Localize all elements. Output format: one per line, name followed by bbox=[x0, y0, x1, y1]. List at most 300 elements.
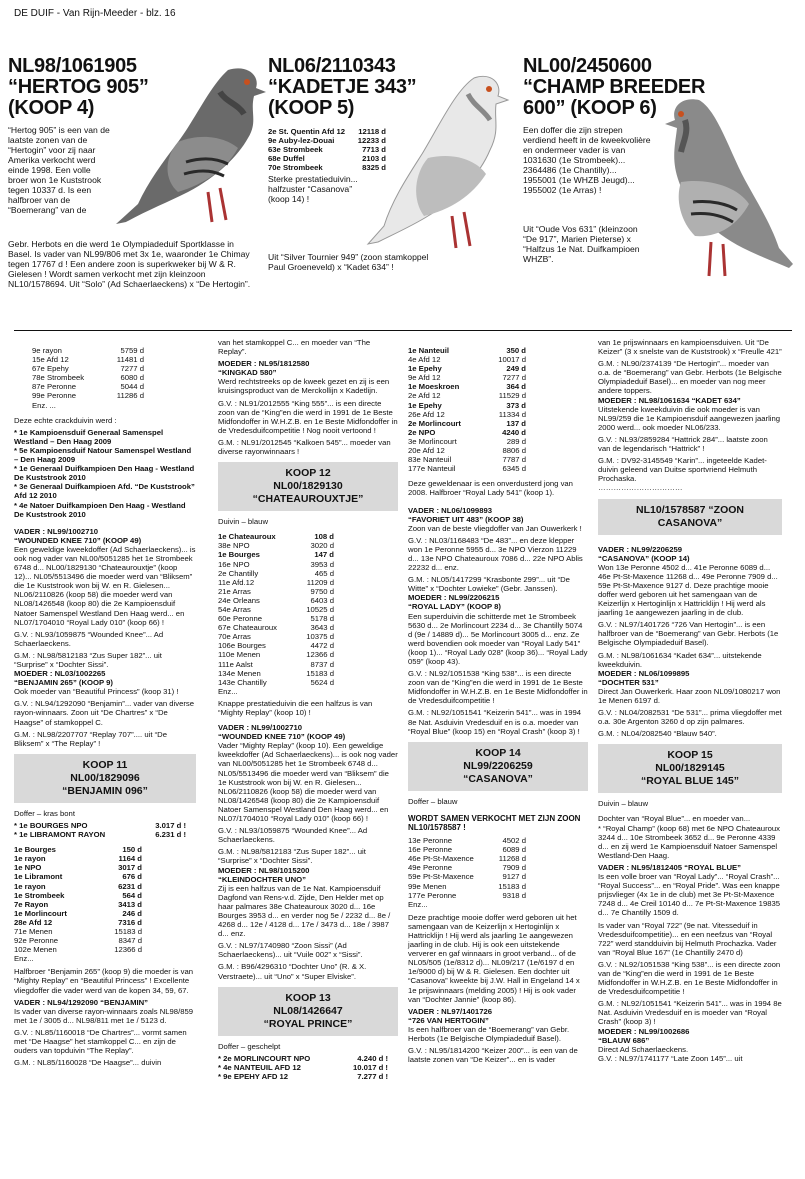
result-race: 83e Nanteuil bbox=[408, 455, 452, 465]
result-row bbox=[408, 410, 526, 419]
result-row bbox=[32, 401, 144, 410]
color-label: Duivin – blauw bbox=[598, 799, 648, 809]
moeder-heading: MOEDER : NL98/1061634 “KADET 634” bbox=[598, 395, 741, 405]
result-row bbox=[408, 854, 526, 863]
result-count: 11529 d bbox=[498, 391, 526, 401]
moeder-heading: MOEDER : NL99/2206215 bbox=[408, 593, 500, 603]
result-race: 49e Peronne bbox=[408, 863, 453, 873]
lot-4 bbox=[8, 56, 270, 324]
result-race: 9e Afd 12 bbox=[408, 373, 441, 383]
text: G.M. : NL04/2082540 “Blauw 540”. bbox=[598, 729, 717, 739]
lot-4-intro: “Hertog 905” is een van de laatste zonen van de “Hertogin” voor zij naar Amerika verkocht werd einde 1998. Een volle broer won 1e Kuststrook tegen 10337 d. Is een halfbroer van de “Boemerang” van de bbox=[8, 125, 110, 215]
result-row bbox=[14, 863, 142, 872]
vader-heading: VADER : NL97/1401726 bbox=[408, 1006, 493, 1016]
result-count: 7316 d bbox=[118, 917, 142, 927]
result-count: 108 d bbox=[314, 532, 334, 542]
koop-12-results bbox=[218, 532, 334, 696]
text: G.V. : NL85/1160018 “De Chartres”... vormt samen met “De Haagse” het stamkoppel C... en zijn de ouders van topduivin “The Replay”. bbox=[14, 1027, 187, 1056]
text: G.M. : NL85/1160028 “De Haagse”... duivin bbox=[14, 1058, 162, 1068]
page-header: DE DUIF - Van Rijn-Meeder - blz. 16 bbox=[14, 8, 176, 19]
color-label: Duivin – blauw bbox=[218, 517, 268, 527]
result-count: 9127 d bbox=[502, 872, 526, 882]
result-race: 16e NPO bbox=[218, 559, 250, 569]
result-row bbox=[218, 587, 334, 596]
result-row bbox=[218, 541, 334, 550]
result-race: 68e Duffel bbox=[268, 154, 305, 164]
vader-heading: VADER : NL99/1002710 bbox=[14, 526, 99, 536]
vader-name: “FAVORIET UIT 483” (KOOP 38) bbox=[408, 514, 524, 524]
vader-heading: VADER : NL99/2206259 bbox=[598, 544, 683, 554]
pigeon-photo-hertog-905 bbox=[108, 52, 273, 242]
result-count: 364 d bbox=[506, 382, 526, 392]
result-count: 246 d bbox=[122, 908, 142, 918]
result-race: 99e Peronne bbox=[32, 391, 77, 401]
result-count: 150 d bbox=[122, 845, 142, 855]
result-race: 70e Strombeek bbox=[268, 163, 323, 173]
honor-item: * 4e Natoer Duifkampioen Den Haag - Westland De Kuststrook 2010 bbox=[14, 500, 186, 519]
result-race: 1e NPO bbox=[14, 863, 42, 873]
koop-11-results bbox=[14, 845, 142, 963]
text: G.M. : NL91/2012545 “Kalkoen 545”... moeder van diverse rayonwinnaars ! bbox=[218, 437, 391, 457]
result-race: 67e Epehy bbox=[32, 364, 69, 374]
result-row bbox=[14, 821, 186, 830]
text: Is een volle broer van “Royal Lady”... “Royal Crash”... “Royal Success”... en “Royal Pride”. Was een knappe prijsvlieger (4x 1e in de club) met 3e Pt-St-Maxence 7248 d... 4e Creil 10140 d... 7e Pt-St-Maxence 19835 d... 7e Chantilly 1509 d. bbox=[598, 872, 781, 918]
result-count: 6089 d bbox=[502, 845, 526, 855]
zoon-casanova-header: NL10/1578587 “ZOON CASANOVA” bbox=[598, 499, 782, 535]
result-race: 78e Strombeek bbox=[32, 373, 85, 383]
result-row bbox=[32, 346, 144, 355]
text: Deze prachtige mooie doffer werd geboren uit het samengaan van de Keizerlijn x Hertoginlijn x Hattricklijn ! Hij werd als jaarling 1e aangewezen jaarling in de club. Hij is ook een uitstekende ververer en gaf winnaars in groot verband... of de NL05/505 (1e/8312 d)... NL09/217 (1e/6197 d en 1e/9000 d) bij W & R. Gielesen. Een dochter uit “Casanova” kweekte bij J.W. Hall in Engeland 14 x 1e prijswinnaars (melding 2005) ! Hij is ook vader van “Dochter Jannie” (koop 86). bbox=[408, 912, 580, 1004]
text: G.V. : NL04/2082531 “De 531”... prima vliegdoffer met o.a. 30e Argenton 3260 d op zijn palmares. bbox=[598, 708, 782, 727]
result-race: 1e Epehy bbox=[408, 400, 442, 410]
result-count: 6231 d bbox=[118, 881, 142, 891]
result-row bbox=[218, 632, 334, 641]
text: Zij is een halfzus van de 1e Nat. Kampioensduif Dagfond van Rens-v.d. Zijde, Den Helder met op haar palmares 38e Chateauroux 3020 d... 16e Bourges 3953 d... en verder nog 5e / 2232 d... 8e / 4268 d... 12e / 4128 d... 17e / 3473 d... 18e / 3987 d... enz. bbox=[218, 883, 391, 939]
result-race: 2e NPO bbox=[408, 427, 436, 437]
result-race: 3e Morlincourt bbox=[408, 436, 457, 446]
result-row bbox=[408, 882, 526, 891]
text: G.V. : NL94/1292090 “Benjamin”... vader van diverse rayon-winnaars. Zoon uit “De Chartres” x “De Haagse” of stamkoppel C. bbox=[14, 699, 195, 727]
result-count: 7787 d bbox=[502, 455, 526, 465]
result-count: 7713 d bbox=[362, 145, 386, 155]
result-row bbox=[32, 355, 144, 364]
text: Won 13e Peronne 4502 d... 41e Peronne 6089 d... 46e Pt-St-Maxence 11268 d... 49e Peronne 7909 d... 59e Pt-St-Maxence 9127 d. Deze prachtige mooie doffer werd geboren uit het samengaan van de Keizerlijn x Hertoginlijn x Hattricklijn ! Hij werd als jaarling 1e aangewezen jaarling in de club. bbox=[598, 562, 778, 618]
result-race: Enz... bbox=[218, 686, 238, 696]
moeder-name: “BLAUW 686” bbox=[598, 1035, 650, 1045]
result-race: 9e Auby-lez-Douai bbox=[268, 136, 335, 146]
honor-item: * 3e Generaal Duifkampioen Afd. “De Kuststrook” Afd 12 2010 bbox=[14, 482, 195, 501]
text: Zoon van de beste vliegdoffer van Jan Ouwerkerk ! bbox=[408, 523, 582, 533]
result-race: 2e Morlincourt bbox=[408, 418, 461, 428]
text: G.V. : NL93/2859284 “Hattrick 284”... laatste zoon van de legendarisch “Hattrick” ! bbox=[598, 434, 768, 454]
result-count: 3017 d bbox=[118, 863, 142, 873]
text: G.M. : NL98/2207707 “Replay 707”.... uit “De Bliksem” x “The Replay” ! bbox=[14, 729, 167, 748]
result-row bbox=[408, 836, 526, 845]
text: Een superduivin die schitterde met 1e Strombeek 5630 d... 2e Morlincourt 2234 d... 3e Chantilly 5074 d (9e / 14889 d)... 5e Morlincourt 3005 d... enz. Ze werd bovendien ook moeder van “Royal Lady 541” (koop 1)... “Royal Lady 028” (koop 36)... “Royal Lady 059” (koop 43). bbox=[408, 611, 588, 666]
result-count: 5759 d bbox=[120, 346, 144, 355]
result-race: 134e Menen bbox=[218, 668, 261, 678]
text: G.V. : NL95/1814200 “Keizer 200”... is een van de laatste zonen van “De Keizer”... en is vader bbox=[408, 1046, 578, 1065]
result-count: 12233 d bbox=[357, 136, 386, 146]
result-race: 1e rayon bbox=[14, 854, 46, 864]
result-race: 102e Menen bbox=[14, 945, 57, 955]
lot-6-intro: Een doffer die zijn strepen verdiend heeft in de kweekvolière en ondermeer vader is van 1031630 (1e Strombeek)... 2364486 (1e Chantilly)... 1955001 (1e WHZB Jeugd)... 1955002 (1e Arras) ! bbox=[523, 125, 651, 195]
result-row bbox=[14, 909, 142, 918]
result-race: 1e Bourges bbox=[14, 845, 56, 855]
result-race: Enz. ... bbox=[32, 400, 56, 410]
result-race: 143e Chantilly bbox=[218, 677, 267, 687]
result-count: 9318 d bbox=[502, 890, 526, 900]
result-count bbox=[491, 900, 526, 909]
result-race: 87e Peronne bbox=[32, 382, 77, 392]
text: G.M. : NL98/5812183 “Zus Super 182”... uit “Surprise” x “Dochter Sissi”. bbox=[218, 847, 366, 866]
result-row bbox=[218, 560, 334, 569]
text: G.V. : NL97/1741177 “Late Zoon 145”... uit bbox=[598, 1053, 743, 1063]
lot-5 bbox=[268, 56, 530, 324]
result-count: 12366 d bbox=[306, 650, 334, 660]
result-row bbox=[14, 954, 142, 963]
honor-item: * 5e Kampioensduif Natour Samenspel Westland – Den Haag 2009 bbox=[14, 445, 192, 465]
result-count: 11209 d bbox=[306, 577, 334, 587]
result-count: 373 d bbox=[506, 400, 526, 410]
result-row bbox=[218, 678, 334, 687]
result-row bbox=[218, 660, 334, 669]
result-race: 63e Strombeek bbox=[268, 145, 323, 155]
result-row bbox=[408, 455, 526, 464]
result-count: 5044 d bbox=[120, 382, 144, 392]
result-row bbox=[218, 1072, 388, 1081]
result-count: 5624 d bbox=[310, 677, 334, 687]
lot-5-intro: Sterke prestatieduivin... halfzuster “Casanova” (koop 14) ! bbox=[268, 174, 358, 205]
vader-name: “726 VAN HERTOGIN” bbox=[408, 1015, 489, 1025]
result-race: 38e NPO bbox=[218, 541, 250, 551]
result-count: 12118 d bbox=[358, 127, 386, 136]
result-row bbox=[218, 550, 334, 559]
text: G.V. : NL92/1051538 “King 538”... is een directe zoon van de “King”en die werd in 1991 de 1e Beste Midfondoffer in W.H.Z.B. en 1e Beste Midfondoffer in de Vredesduifcompetitie ! bbox=[408, 669, 588, 706]
result-count: 2103 d bbox=[362, 154, 386, 164]
lot-6 bbox=[523, 56, 795, 324]
result-race: 2e St. Quentin Afd 12 bbox=[268, 127, 346, 136]
result-race: 1e Chateauroux bbox=[218, 532, 276, 542]
result-row bbox=[218, 669, 334, 678]
result-race: 7e Rayon bbox=[14, 899, 49, 909]
result-count: 11334 d bbox=[498, 409, 526, 419]
text: G.M. : NL98/1061634 “Kadet 634”... uitstekende kweekduivin. bbox=[598, 650, 762, 669]
result-race: 15e Afd 12 bbox=[32, 355, 69, 365]
result-count: 10525 d bbox=[306, 604, 334, 614]
result-count: 6345 d bbox=[502, 464, 526, 474]
moeder-name: “DOCHTER 531” bbox=[598, 677, 659, 687]
vader-heading: VADER : NL99/1002710 bbox=[218, 723, 303, 733]
result-race: 70e Arras bbox=[218, 632, 251, 642]
lot-10-results-continued bbox=[32, 346, 144, 410]
result-count: 7277 d bbox=[502, 373, 526, 383]
result-row bbox=[32, 373, 144, 382]
result-row bbox=[408, 437, 526, 446]
result-count: 4502 d bbox=[502, 836, 526, 846]
result-count: 3413 d bbox=[118, 899, 142, 909]
column-1 bbox=[14, 346, 196, 1070]
result-race: 20e Afd 12 bbox=[408, 446, 445, 456]
honor-item: * 1e Generaal Duifkampioen Den Haag - Westland De Kuststrook 2010 bbox=[14, 464, 195, 483]
result-count: 564 d bbox=[122, 890, 142, 900]
result-race: 1e Moeskroen bbox=[408, 382, 460, 392]
result-race: Enz... bbox=[408, 899, 428, 909]
color-label: Doffer – geschelpt bbox=[218, 1041, 281, 1051]
section-divider bbox=[14, 330, 792, 331]
result-row bbox=[408, 355, 526, 364]
moeder-heading: MOEDER : NL06/1099895 bbox=[598, 668, 690, 678]
result-count: 6080 d bbox=[120, 373, 144, 383]
result-race: 1e Morlincourt bbox=[14, 908, 67, 918]
result-count: 8325 d bbox=[362, 163, 386, 173]
text: Is vader van “Royal 722” (9e nat. Vitesseduif in Vredesduifcompetitie)... en een neefzus van “Royal 722” werd standduivin bij Helmuth Prochazka. Vader van “Royal Blue 167” (1e Chantilly 2470 d) bbox=[598, 920, 777, 957]
result-row bbox=[32, 391, 144, 400]
result-race: 11e Afd.12 bbox=[218, 577, 255, 587]
result-count: 6403 d bbox=[310, 595, 334, 605]
result-count: 4472 d bbox=[310, 641, 334, 651]
vader-name: “WOUNDED KNEE 710” (KOOP 49) bbox=[218, 732, 346, 742]
result-race: 106e Bourges bbox=[218, 641, 266, 651]
result-count: 7.277 d ! bbox=[357, 1071, 388, 1081]
text: Uitstekende kweekduivin die ook moeder is van NL99/259 die 1e Kampioensduif aangewezen jaarling 2000 werd... ook moeder NL06/233. bbox=[598, 404, 781, 432]
result-row bbox=[408, 428, 526, 437]
result-count bbox=[98, 954, 142, 963]
text: G.M. : NL90/2374139 “De Hertogin”... moeder van o.a. de “Boemerang” van Gebr. Herbots (1e Belgische Olympiadeduif Basel)... en moeder van nog meer andere toppers. bbox=[598, 359, 782, 396]
result-race: 24e Orleans bbox=[218, 595, 260, 605]
text: Direct Ad Schaerlaeckens. bbox=[598, 1044, 689, 1054]
result-row bbox=[218, 614, 334, 623]
result-race: 71e Menen bbox=[14, 926, 53, 936]
result-race: 16e Peronne bbox=[408, 845, 453, 855]
result-row bbox=[408, 419, 526, 428]
lot-4-intro-2: Gebr. Herbots en die werd 1e Olympiadeduif Sportklasse in Basel. Is vader van NL99/806 met 3x 1e, waaronder 1e Chimay tegen 17767 d ! Een andere zoon is superkweker bij W & R. Gielesen ! Wordt samen verkocht met zijn kleinzoon NL10/1578694. Uit “Solo” (Ad Schaerlaeckens) x “De Hertogin”. bbox=[8, 239, 251, 289]
lot-5-intro-2: Uit “Silver Tournier 949” (zoon stamkoppel Paul Groeneveld) x “Kadet 634” ! bbox=[268, 252, 429, 272]
text: Een geweldige kweekdoffer (Ad Schaerlaeckens)... is ook nog vader van NL00/5051285 het 1e Strombeek 6748 d... NL00/1829130 “Chateaurouxtje” (koop 12)... NL05/5513496 die moeder werd van “Bliksem” die 1e Kuststrook won bij W. en R. Gielesen... NL06/2110826 (koop 58) die moeder werd van NL08/1426548 (koop 80) die 2e Kampioensduif Natoer Samenspel Westland Den Haag werd... en NL07/1704010 “Royal Lady 010” (koop 66) ! bbox=[14, 544, 196, 627]
result-race: 67e Chateauroux bbox=[218, 623, 277, 633]
result-count: 465 d bbox=[314, 568, 334, 578]
result-race: 59e Pt-St-Maxence bbox=[408, 872, 474, 882]
text: G.M. : B96/4296310 “Dochter Uno” (R. & X. Verstraete)... uit “Uno” x “Super Elviske”. bbox=[218, 962, 367, 981]
result-race: 1e rayon bbox=[14, 881, 46, 891]
result-row bbox=[218, 532, 334, 541]
text: Werd rechtstreeks op de kweek gezet en zij is een kruisingsproduct van de Merckollijn x Kadetlijn. bbox=[218, 377, 390, 396]
text: Deze geweldenaar is een onverdusterd jong van 2008. Halfbroer “Royal Lady 541” (koop 1). bbox=[408, 479, 573, 498]
result-count: 10375 d bbox=[306, 632, 334, 642]
pigeon-photo-kadetje-343 bbox=[364, 58, 524, 258]
star-results bbox=[218, 1054, 388, 1081]
result-count bbox=[106, 401, 144, 410]
result-race: 1e Nanteuil bbox=[408, 346, 450, 355]
result-count: 249 d bbox=[506, 364, 526, 374]
koop-14-header: KOOP 14 NL99/2206259 “CASANOVA” bbox=[408, 742, 588, 791]
result-row bbox=[218, 605, 334, 614]
result-count: 10017 d bbox=[498, 355, 526, 365]
result-race: 9e rayon bbox=[32, 346, 62, 355]
result-count: 7277 d bbox=[120, 364, 144, 374]
result-row bbox=[218, 623, 334, 632]
result-count: 147 d bbox=[314, 550, 334, 560]
result-row bbox=[408, 391, 526, 400]
result-row bbox=[218, 687, 334, 696]
text: Knappe prestatieduivin die een halfzus is van “Mighty Replay” (koop 10) ! bbox=[218, 698, 373, 717]
result-count: 8806 d bbox=[502, 446, 526, 456]
vader-name: “CASANOVA” (KOOP 14) bbox=[598, 553, 690, 563]
text: G.V. : NL93/1059875 “Wounded Knee”... Ad Schaerlaeckens. bbox=[14, 629, 164, 648]
result-count: 289 d bbox=[506, 436, 526, 446]
text: * “Royal Champ” (koop 68) met 6e NPO Chateauroux 3244 d... 10e Strombeek 3652 d... 9e Peronne 4339 d... en zij werd 1e Kampioensduif Natoer Samenspel Westland-Den Haag. bbox=[598, 823, 781, 860]
result-race: * 2e MORLINCOURT NPO bbox=[218, 1053, 311, 1063]
text: G.M. : DV92-3145549 “Karin”... ingeteelde Kadet-duivin geleend van Duitse sportvriend Helmuth Prochaska. bbox=[598, 456, 767, 484]
result-row bbox=[408, 373, 526, 382]
result-row bbox=[14, 872, 142, 881]
result-race: 28e Afd 12 bbox=[14, 917, 53, 927]
text: G.V. : NL91/2012555 “King 555”... is een directe zoon van de “King”en die werd in 1991 de 1e Beste Midfondoffer in W.H.Z.B. en 1e Beste Midfondoffer in de Vredesduifcompetitie ! Nog nooit vertoond ! bbox=[218, 398, 398, 435]
result-race: 1e Epehy bbox=[408, 364, 442, 374]
result-count: 676 d bbox=[122, 872, 142, 882]
text: Deze echte crackduivin werd : bbox=[14, 415, 117, 425]
koop-15-header: KOOP 15 NL00/1829145 “ROYAL BLUE 145” bbox=[598, 744, 782, 793]
lot-5-title: NL06/2110343 “KADETJE 343” (KOOP 5) bbox=[268, 55, 417, 119]
column-4 bbox=[598, 338, 782, 1066]
text: Halfbroer “Benjamin 265” (koop 9) die moeder is van “Mighty Replay” en “Beautiful Princess” ! Excellente vliegdoffer die vader werd van de kopen 34, 59, 67. bbox=[14, 967, 194, 995]
result-race: 1e Libramont bbox=[14, 872, 63, 882]
text: G.V. : NL97/1740980 “Zoon Sissi” (Ad Schaerlaeckens)... uit “Vuile 002” x “Sissi”. bbox=[218, 941, 363, 960]
text: Dochter van “Royal Blue”... en moeder van... bbox=[598, 814, 751, 824]
result-count: 4240 d bbox=[502, 427, 526, 437]
result-row bbox=[408, 863, 526, 872]
result-count: 12366 d bbox=[114, 945, 142, 955]
result-row bbox=[408, 845, 526, 854]
result-race: * 1e LIBRAMONT RAYON bbox=[14, 830, 106, 840]
result-race: 54e Arras bbox=[218, 604, 251, 614]
result-row bbox=[408, 891, 526, 900]
result-race: 99e Menen bbox=[408, 881, 447, 891]
result-row bbox=[14, 927, 142, 936]
result-race: 110e Menen bbox=[218, 650, 261, 660]
result-row bbox=[408, 446, 526, 455]
dotted-separator: …………………………… bbox=[598, 483, 683, 493]
result-count: 8347 d bbox=[118, 936, 142, 946]
result-count: 3643 d bbox=[310, 623, 334, 633]
result-row bbox=[14, 900, 142, 909]
moeder-name: “BENJAMIN 265” (KOOP 9) bbox=[14, 678, 113, 688]
result-row bbox=[218, 1054, 388, 1063]
result-row bbox=[408, 382, 526, 391]
text: G.M. : NL98/5812183 “Zus Super 182”... uit “Surprise” x “Dochter Sissi”. bbox=[14, 650, 162, 669]
moeder-heading: MOEDER : NL95/1812580 bbox=[218, 359, 310, 369]
result-race: * 1e BOURGES NPO bbox=[14, 820, 88, 830]
moeder-heading: MOEDER : NL03/1002265 bbox=[14, 669, 106, 679]
result-race: 177e Peronne bbox=[408, 890, 457, 900]
honors-list bbox=[14, 428, 196, 519]
result-row bbox=[218, 641, 334, 650]
result-row bbox=[218, 650, 334, 659]
result-count: 10.017 d ! bbox=[352, 1062, 388, 1072]
moeder-heading: MOEDER : NL98/1015200 bbox=[218, 865, 310, 875]
text: Is vader van diverse rayon-winnaars zoals NL98/859 met 1e / 3005 d... NL98/811 met 1e / 5123 d. bbox=[14, 1006, 194, 1025]
result-count: 9750 d bbox=[310, 586, 334, 596]
result-count: 3.017 d ! bbox=[155, 820, 186, 830]
text: G.M. : NL92/1051541 “Keizerin 541”... was in 1994 8e Nat. Asduivin Vredesduif en is o.a. moeder van “Royal Blue” (koop 15) en “Royal Crash” (koop 3) ! bbox=[408, 708, 582, 736]
result-race: 60e Peronne bbox=[218, 614, 263, 624]
result-count: 1164 d bbox=[118, 854, 142, 864]
vader-heading: VADER : NL06/1099893 bbox=[408, 505, 493, 515]
lot-6-intro-2: Uit “Oude Vos 631” (kleinzoon “De 917”, Marien Pieterse) x “Halfzus 1e Nat. Duifkampioen WHZB”. bbox=[523, 224, 640, 264]
koop-13-results bbox=[408, 346, 526, 473]
text: Ook moeder van “Beautiful Princess” (koop 31) ! bbox=[14, 687, 179, 697]
text: G.V. : NL92/1051538 “King 538”... is een directe zoon van de “King”en die werd in 1991 de 1e Beste Midfondoffer in W.H.Z.B. en 1e Beste Midfondoffer in de Vredesduifcompetitie ! bbox=[598, 959, 781, 997]
result-count: 5178 d bbox=[310, 614, 334, 624]
result-count: 15183 d bbox=[498, 881, 526, 891]
result-race: 92e Peronne bbox=[14, 936, 59, 946]
result-row bbox=[408, 464, 526, 473]
result-race: 1e Bourges bbox=[218, 550, 260, 560]
koop-13-header: KOOP 13 NL08/1426647 “ROYAL PRINCE” bbox=[218, 987, 398, 1036]
result-race: 13e Peronne bbox=[408, 836, 453, 846]
result-row bbox=[408, 900, 526, 909]
column-3 bbox=[408, 346, 588, 1067]
result-count: 3020 d bbox=[310, 541, 334, 551]
text: Is een halfbroer van de “Boemerang” van Gebr. Herbots (1e Belgische Olympiadeduif Basel). bbox=[408, 1024, 570, 1043]
result-row bbox=[14, 845, 142, 854]
result-race: 177e Nanteuil bbox=[408, 464, 456, 474]
koop-12-header: KOOP 12 NL00/1829130 “CHATEAUROUXTJE” bbox=[218, 462, 398, 511]
result-row bbox=[218, 1063, 388, 1072]
text: van 1e prijswinnaars en kampioensduiven. Uit “De Keizer” (3 x snelste van de Kuststrook) x “Freulle 421” bbox=[598, 338, 782, 357]
result-count: 15183 d bbox=[306, 668, 334, 678]
result-count bbox=[297, 687, 334, 696]
moeder-heading: MOEDER : NL99/1002686 bbox=[598, 1026, 690, 1036]
column-2 bbox=[218, 338, 398, 1081]
result-row bbox=[32, 382, 144, 391]
result-row bbox=[408, 401, 526, 410]
vader-name: “WOUNDED KNEE 710” (KOOP 49) bbox=[14, 535, 142, 545]
result-count: 11481 d bbox=[116, 355, 144, 365]
moeder-name: “KLEINDOCHTER UNO” bbox=[218, 874, 306, 884]
result-row bbox=[14, 945, 142, 954]
result-count: 350 d bbox=[506, 346, 526, 355]
vader-heading: VADER : NL95/1812405 “ROYAL BLUE” bbox=[598, 862, 741, 872]
result-row bbox=[408, 364, 526, 373]
text: G.V. : NL97/1401726 “726 Van Hertogin”... is een halfbroer van de “Boemerang” van Gebr. Herbots (1e Belgische Olympiadeduif Basel). bbox=[598, 620, 779, 648]
text: G.M. : NL92/1051541 “Keizerin 541”... was in 1994 8e Nat. Asduivin Vredesduif en is moeder van “Royal Crash” (koop 3) ! bbox=[598, 999, 782, 1027]
result-count: 7909 d bbox=[502, 863, 526, 873]
text: G.V. : NL93/1059875 “Wounded Knee”... Ad Schaerlaeckens. bbox=[218, 826, 368, 845]
result-count: 11286 d bbox=[116, 391, 144, 401]
result-row bbox=[218, 569, 334, 578]
sold-together-note: WORDT SAMEN VERKOCHT MET ZIJN ZOON NL10/1578587 ! bbox=[408, 813, 581, 832]
moeder-name: “ROYAL LADY” (KOOP 8) bbox=[408, 602, 501, 612]
koop-14-results bbox=[408, 836, 526, 909]
result-count: 8737 d bbox=[310, 659, 334, 669]
result-row bbox=[14, 882, 142, 891]
result-race: 21e Arras bbox=[218, 586, 251, 596]
text: Direct Jan Ouwerkerk. Haar zoon NL09/1080217 won 1e Menen 6197 d. bbox=[598, 686, 781, 705]
result-row bbox=[408, 872, 526, 881]
result-count: 137 d bbox=[506, 418, 526, 428]
result-race: Enz... bbox=[14, 954, 34, 964]
moeder-name: “KINGKAD 580” bbox=[218, 368, 277, 378]
result-race: * 9e EPEHY AFD 12 bbox=[218, 1071, 289, 1081]
star-results bbox=[14, 821, 186, 839]
result-row bbox=[14, 830, 186, 839]
result-count: 6.231 d ! bbox=[155, 830, 186, 840]
color-label: Doffer – blauw bbox=[408, 796, 458, 806]
result-row bbox=[14, 854, 142, 863]
koop-11-header: KOOP 11 NL00/1829096 “BENJAMIN 096” bbox=[14, 754, 196, 803]
result-race: * 4e NANTEUIL AFD 12 bbox=[218, 1062, 301, 1072]
